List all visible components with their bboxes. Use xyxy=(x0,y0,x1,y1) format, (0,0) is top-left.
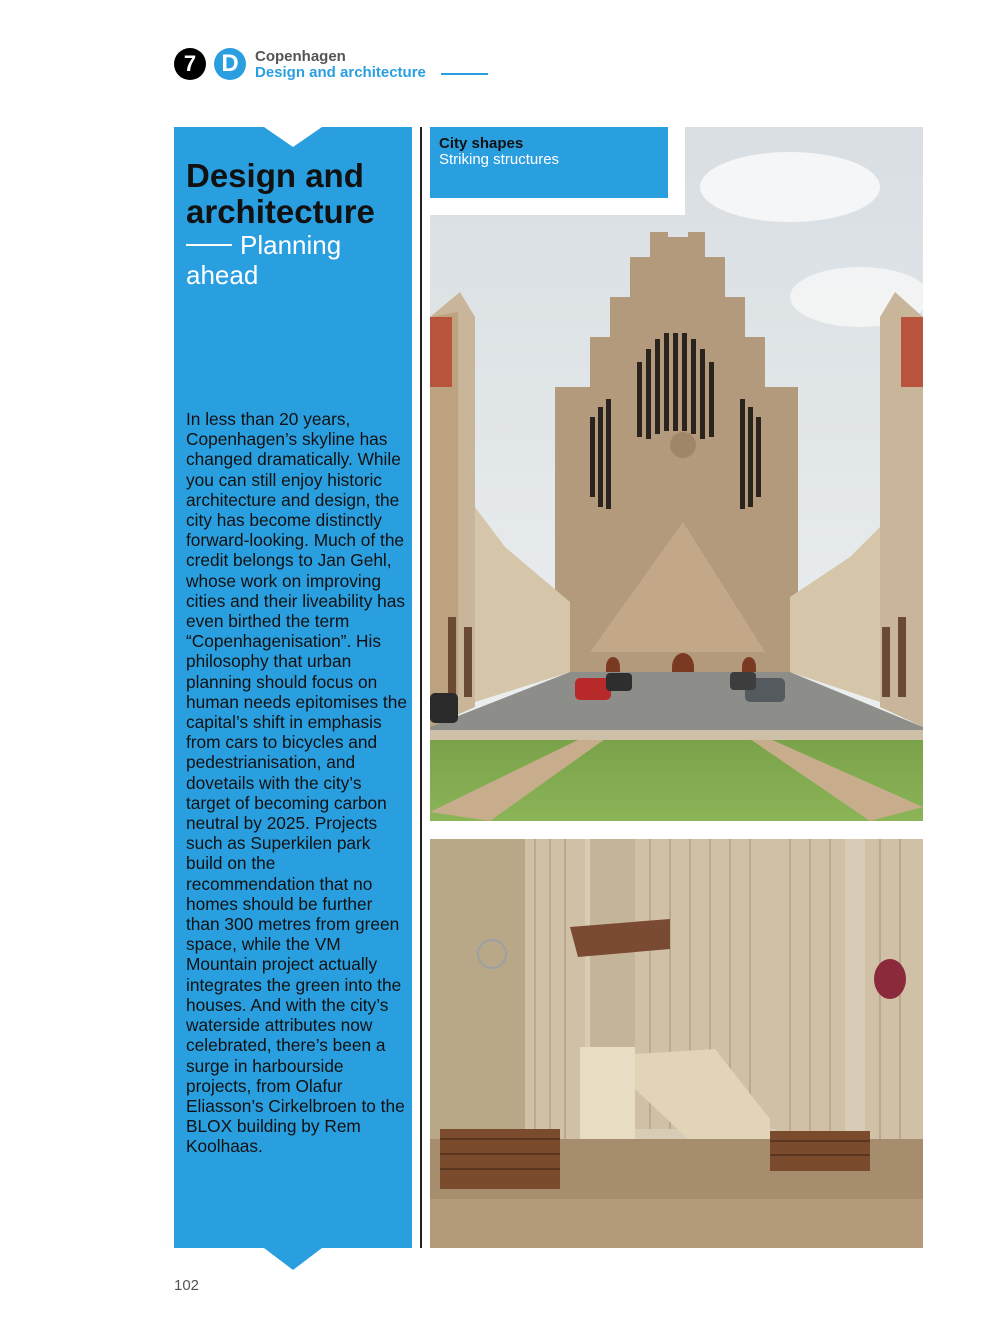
panel-body-text: In less than 20 years, Copenhagen’s skyline has changed dramatically. While you can still enjoy historic architecture and design, the city has become distinctly forward-looking. Much of the credit belongs to Jan Gehl, whose work on improving cities and their liveability has even birthed the term “Copenhagenisation”. His philosophy that urban planning should focus on human needs epitomises the capital’s shift in emphasis from cars to bicycles and pedestrianisation, and dovetails with the city’s target of becoming carbon neutral by 2025. Projects such as Superkilen park build on the recommendation that no homes should be further than 300 metres from green space, while the VM Mountain project actually integrates the green into the houses. And with the city’s waterside attributes now celebrated, there’s been a surge in harbourside projects, from Olafur Eliasson’s Cirkelbroen to the BLOX building by Rem Koolhaas. xyxy=(186,409,407,1157)
panel-title: Design and architecture xyxy=(186,157,375,230)
church-exterior-photo xyxy=(430,127,923,821)
panel-bottom-tab xyxy=(264,1248,322,1270)
caption-subtitle: Striking structures xyxy=(439,151,560,168)
panel-subtitle-wrap xyxy=(186,230,408,290)
subtitle-dash xyxy=(186,244,232,246)
panel-top-notch xyxy=(264,127,322,147)
chapter-number-badge: 7 xyxy=(174,48,206,80)
header-rule xyxy=(441,73,488,75)
panel-subtitle: Planning ahead xyxy=(186,230,342,290)
church-interior-photo xyxy=(430,839,923,1248)
header-section: Design and architecture xyxy=(255,64,426,81)
section-letter-badge: D xyxy=(214,48,246,80)
column-divider xyxy=(420,127,422,1248)
page-number: 102 xyxy=(174,1277,200,1294)
header-city: Copenhagen xyxy=(255,48,346,65)
caption-title: City shapes xyxy=(439,135,524,152)
